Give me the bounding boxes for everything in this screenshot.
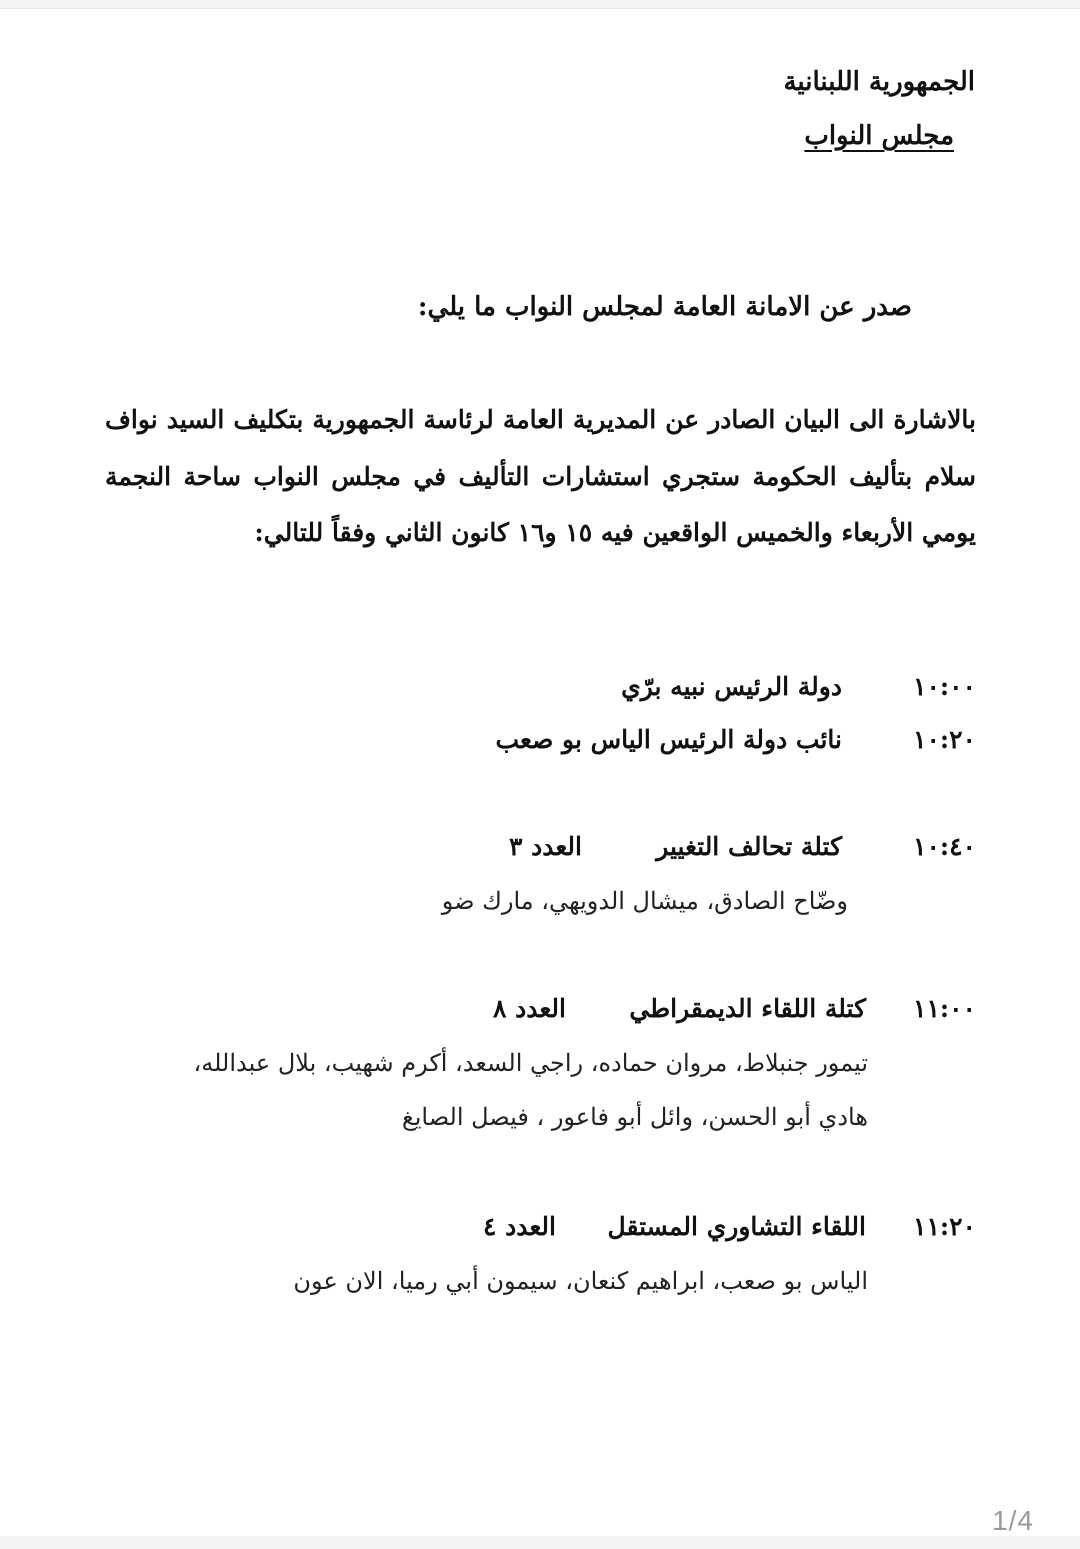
schedule-row — [486, 725, 976, 765]
header-country: الجمهورية اللبنانية — [783, 67, 975, 97]
document-page — [0, 8, 1080, 1536]
page-indicator: 1/4 — [992, 1505, 1034, 1536]
schedule-name: دولة الرئيس نبيه برّي — [621, 672, 842, 701]
schedule-count: العدد ٤ — [482, 1212, 556, 1241]
schedule-name: كتلة اللقاء الديمقراطي — [629, 994, 866, 1023]
schedule-time: ١٠:٠٠ — [913, 672, 976, 701]
schedule-time: ١١:٢٠ — [913, 1212, 976, 1241]
intro-line: صدر عن الامانة العامة لمجلس النواب ما يلي: — [417, 292, 912, 322]
schedule-members: الياس بو صعب، ابراهيم كنعان، سيمون أبي رميا، الان عون — [293, 1267, 868, 1295]
header-council: مجلس النواب — [804, 121, 954, 151]
schedule-row — [486, 994, 976, 1034]
schedule-name: نائب دولة الرئيس الياس بو صعب — [495, 725, 842, 754]
schedule-name: اللقاء التشاوري المستقل — [607, 1212, 866, 1241]
schedule-members: تيمور جنبلاط، مروان حماده، راجي السعد، أكرم شهيب، بلال عبدالله، — [193, 1049, 868, 1077]
schedule-row — [476, 1212, 976, 1252]
schedule-count: العدد ٣ — [508, 832, 582, 861]
schedule-members: هادي أبو الحسن، وائل أبو فاعور ، فيصل الصايغ — [401, 1103, 868, 1131]
schedule-row — [496, 832, 976, 872]
schedule-row — [606, 672, 976, 712]
schedule-time: ١٠:٢٠ — [913, 725, 976, 754]
schedule-time: ١٠:٤٠ — [913, 832, 976, 861]
body-paragraph: بالاشارة الى البيان الصادر عن المديرية العامة لرئاسة الجمهورية بتكليف السيد نواف سلام بتأليف الحكومة ستجري استشارات التأليف في مجلس النواب ساحة النجمة يومي الأربعاء والخميس الواقعين فيه ١٥ و١٦ كانون الثاني وفقاً للتالي: — [105, 405, 976, 547]
schedule-time: ١١:٠٠ — [913, 994, 976, 1023]
schedule-count: العدد ٨ — [492, 994, 566, 1023]
schedule-name: كتلة تحالف التغيير — [656, 832, 842, 861]
schedule-members: وضّاح الصادق، ميشال الدويهي، مارك ضو — [441, 887, 848, 915]
